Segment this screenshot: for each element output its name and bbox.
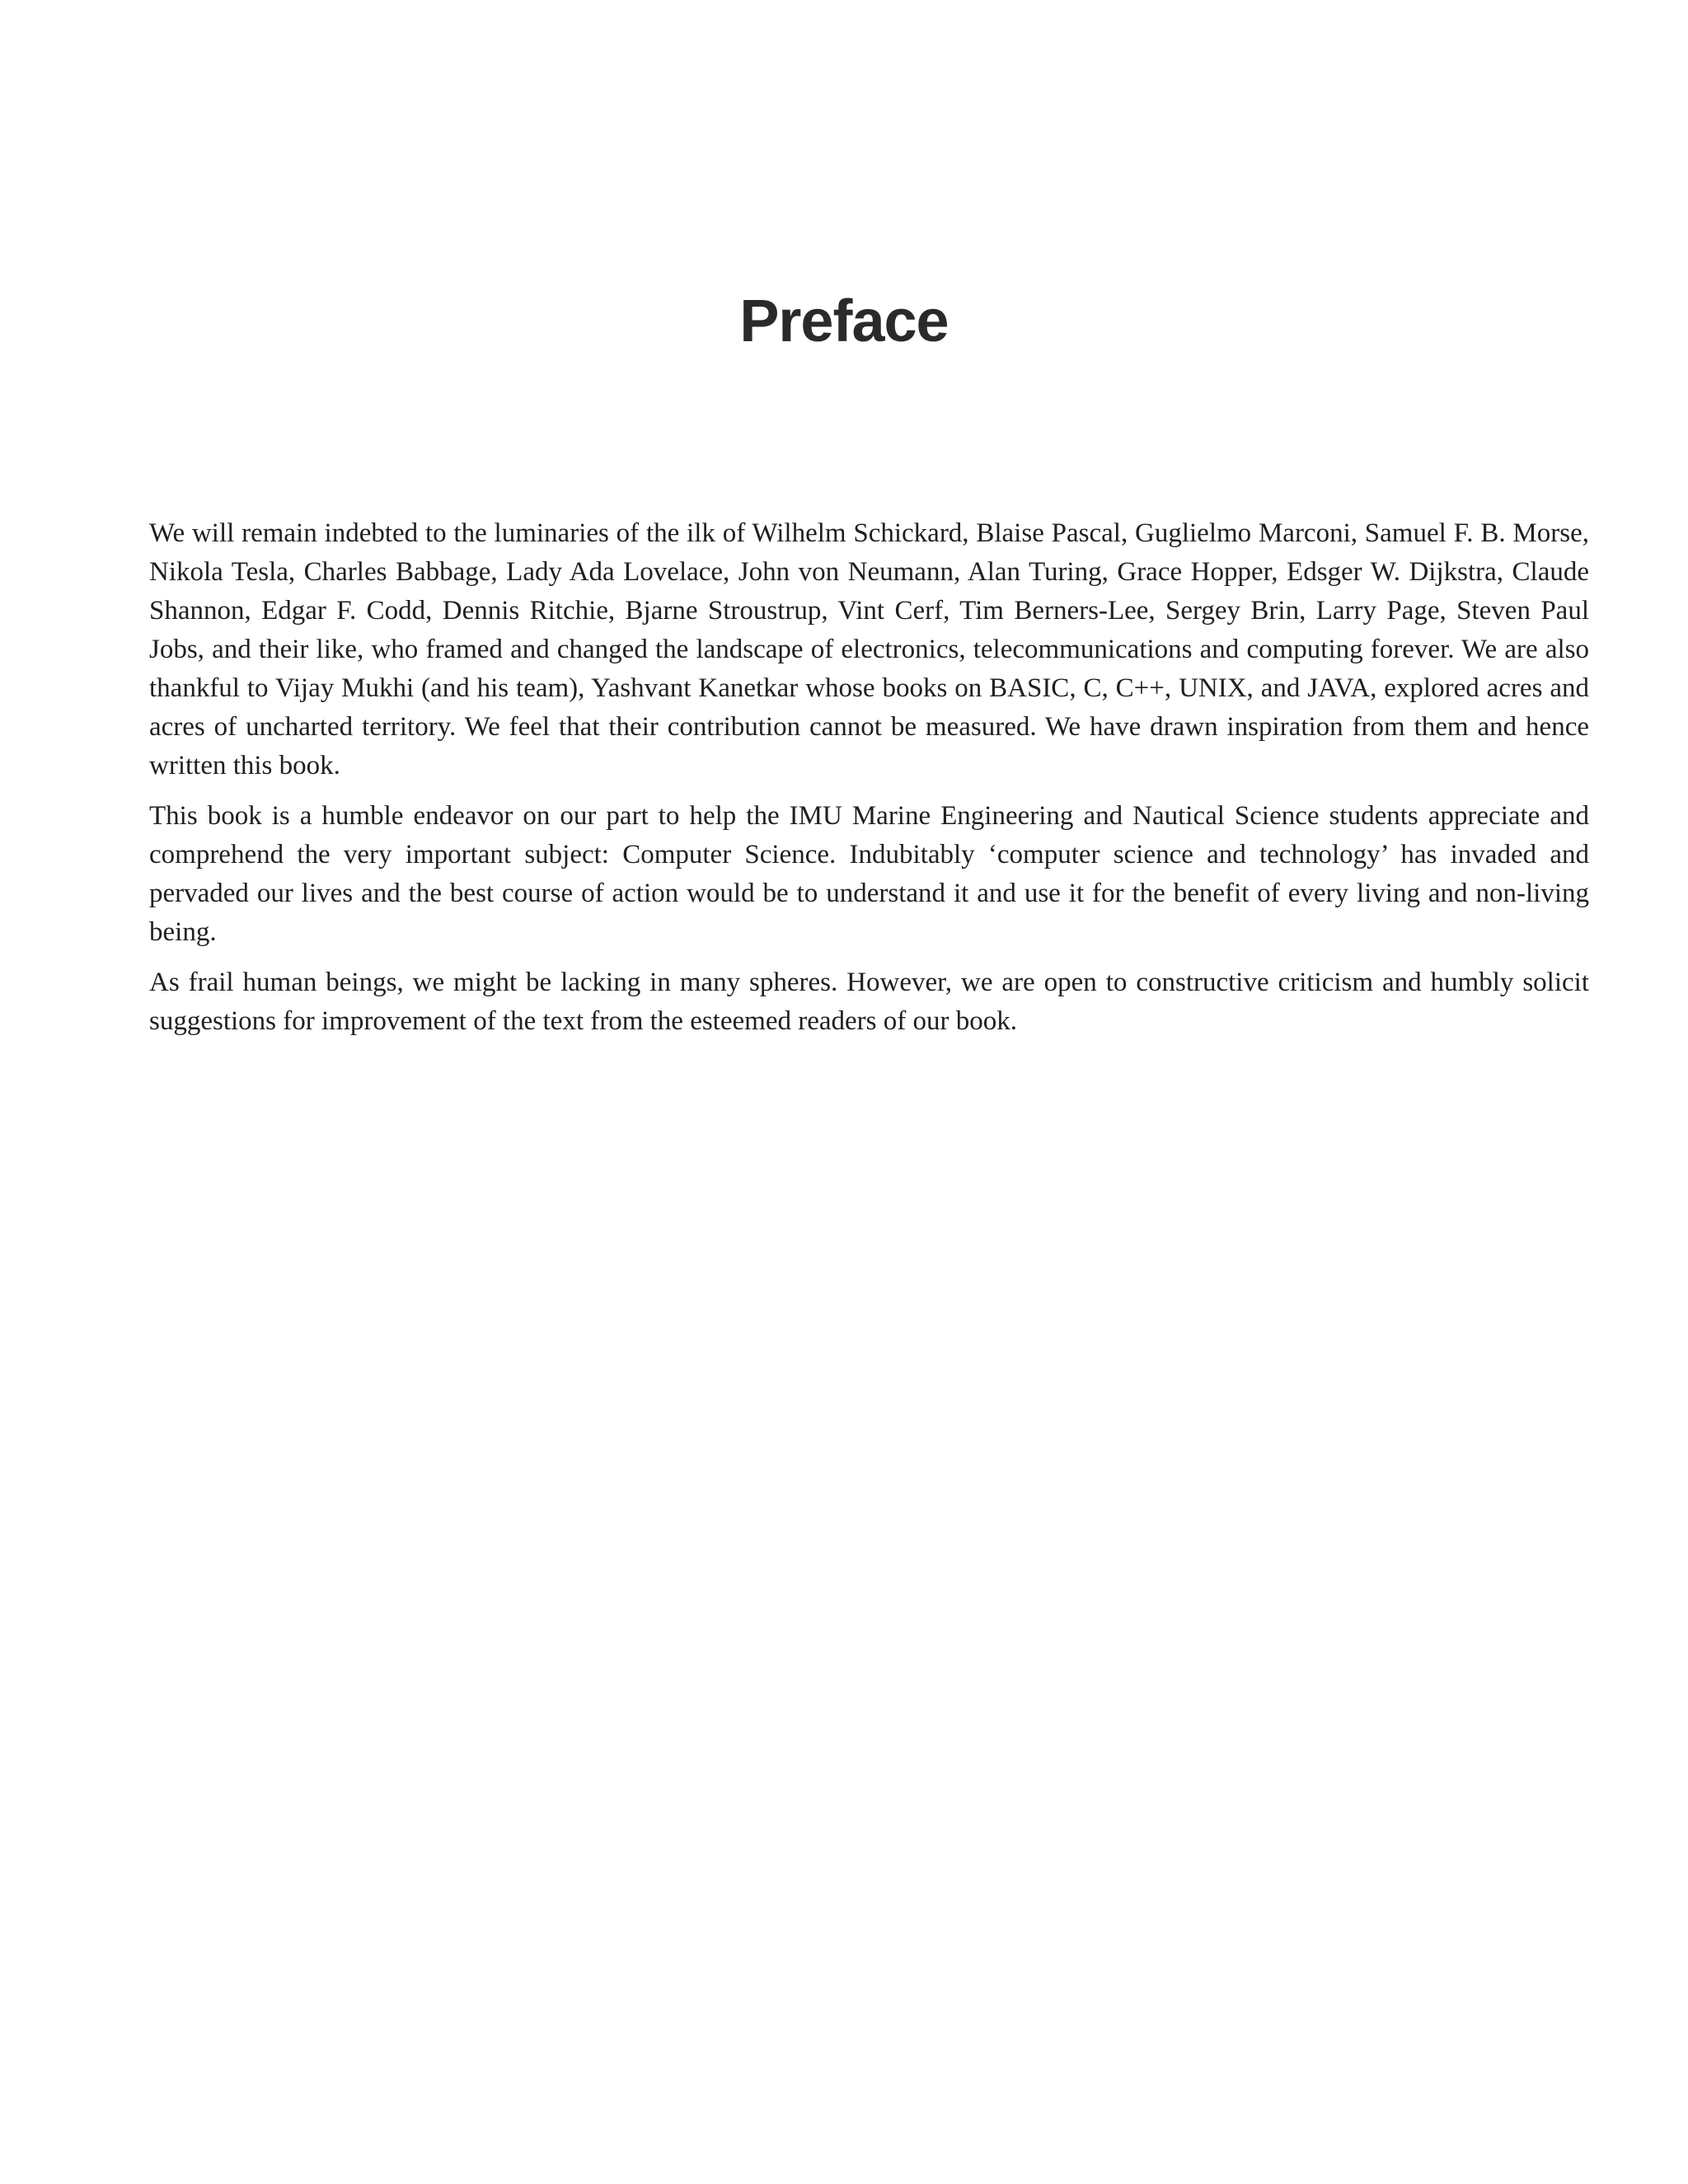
- paragraph-1: We will remain indebted to the luminaries of the ilk of Wilhelm Schickard, Blaise Pascal, Guglielmo Marconi, Samuel F. B. Morse, Nikola Tesla, Charles Babbage, Lady Ada Lovelace, John von Neumann, Alan Turing, Grace Hopper, Edsger W. Dijkstra, Claude Shannon, Edgar F. Codd, Dennis Ritchie, Bjarne Stroustrup, Vint Cerf, Tim Berners-Lee, Sergey Brin, Larry Page, Steven Paul Jobs, and their like, who framed and changed the landscape of electronics, telecommunications and computing forever. We are also thankful to Vijay Mukhi (and his team), Yashvant Kanetkar whose books on BASIC, C, C++, UNIX, and JAVA, explored acres and acres of uncharted territory. We feel that their contribution cannot be measured. We have drawn inspiration from them and hence written this book.: [149, 518, 1589, 780]
- preface-body: [149, 514, 1589, 1052]
- paragraph-3: As frail human beings, we might be lacking in many spheres. However, we are open to constructive criticism and humbly solicit suggestions for improvement of the text from the esteemed readers of our book.: [149, 968, 1589, 1036]
- paragraph-2: This book is a humble endeavor on our part to help the IMU Marine Engineering and Nautical Science students appreciate and comprehend the very important subject: Computer Science. Indubitably ‘computer science and technology’ has invaded and pervaded our lives and the best course of action would be to understand it and use it for the benefit of every living and non-living being.: [149, 801, 1589, 947]
- page-title: Preface: [739, 288, 949, 354]
